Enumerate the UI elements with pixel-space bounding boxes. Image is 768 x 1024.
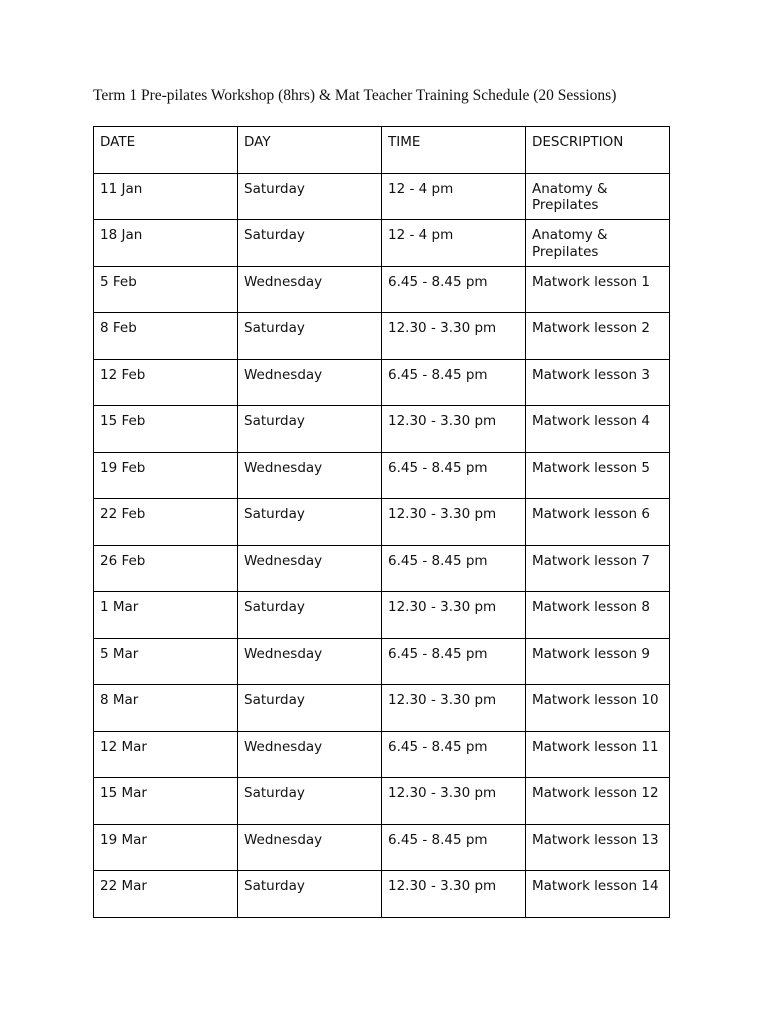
cell-date: 18 Jan	[94, 220, 238, 267]
cell-day: Saturday	[238, 173, 382, 220]
cell-day: Wednesday	[238, 359, 382, 406]
cell-day: Saturday	[238, 778, 382, 825]
cell-date: 12 Mar	[94, 731, 238, 778]
cell-date: 11 Jan	[94, 173, 238, 220]
cell-description: Anatomy & Prepilates	[526, 173, 670, 220]
cell-time: 6.45 - 8.45 pm	[382, 638, 526, 685]
cell-day: Wednesday	[238, 452, 382, 499]
cell-day: Wednesday	[238, 731, 382, 778]
cell-day: Saturday	[238, 220, 382, 267]
cell-day: Wednesday	[238, 545, 382, 592]
cell-date: 26 Feb	[94, 545, 238, 592]
cell-description: Matwork lesson 7	[526, 545, 670, 592]
table-row	[94, 824, 670, 871]
cell-time: 12 - 4 pm	[382, 173, 526, 220]
cell-description: Matwork lesson 8	[526, 592, 670, 639]
cell-day: Saturday	[238, 313, 382, 360]
table-row	[94, 731, 670, 778]
cell-date: 12 Feb	[94, 359, 238, 406]
cell-description: Matwork lesson 14	[526, 871, 670, 918]
cell-time: 6.45 - 8.45 pm	[382, 266, 526, 313]
table-row	[94, 220, 670, 267]
cell-date: 5 Mar	[94, 638, 238, 685]
table-row	[94, 499, 670, 546]
table-row	[94, 871, 670, 918]
cell-day: Saturday	[238, 499, 382, 546]
cell-description: Matwork lesson 11	[526, 731, 670, 778]
table-row	[94, 173, 670, 220]
cell-day: Saturday	[238, 406, 382, 453]
header-description: DESCRIPTION	[526, 127, 670, 174]
cell-time: 12.30 - 3.30 pm	[382, 778, 526, 825]
cell-date: 15 Mar	[94, 778, 238, 825]
cell-description: Matwork lesson 10	[526, 685, 670, 732]
table-row	[94, 638, 670, 685]
cell-date: 15 Feb	[94, 406, 238, 453]
cell-date: 19 Mar	[94, 824, 238, 871]
cell-time: 12.30 - 3.30 pm	[382, 871, 526, 918]
cell-date: 1 Mar	[94, 592, 238, 639]
table-row	[94, 592, 670, 639]
cell-description: Matwork lesson 9	[526, 638, 670, 685]
cell-day: Saturday	[238, 871, 382, 918]
cell-description: Matwork lesson 13	[526, 824, 670, 871]
cell-description: Anatomy & Prepilates	[526, 220, 670, 267]
table-row	[94, 685, 670, 732]
cell-description: Matwork lesson 3	[526, 359, 670, 406]
cell-day: Wednesday	[238, 638, 382, 685]
table-header-row	[94, 127, 670, 174]
header-date: DATE	[94, 127, 238, 174]
schedule-table	[93, 126, 670, 918]
cell-day: Wednesday	[238, 824, 382, 871]
cell-date: 5 Feb	[94, 266, 238, 313]
cell-time: 6.45 - 8.45 pm	[382, 359, 526, 406]
cell-time: 12.30 - 3.30 pm	[382, 313, 526, 360]
cell-description: Matwork lesson 5	[526, 452, 670, 499]
cell-time: 12.30 - 3.30 pm	[382, 592, 526, 639]
cell-day: Saturday	[238, 685, 382, 732]
table-row	[94, 313, 670, 360]
cell-date: 8 Feb	[94, 313, 238, 360]
cell-time: 6.45 - 8.45 pm	[382, 824, 526, 871]
cell-description: Matwork lesson 12	[526, 778, 670, 825]
table-row	[94, 359, 670, 406]
cell-time: 6.45 - 8.45 pm	[382, 452, 526, 499]
cell-time: 6.45 - 8.45 pm	[382, 731, 526, 778]
cell-description: Matwork lesson 2	[526, 313, 670, 360]
cell-description: Matwork lesson 1	[526, 266, 670, 313]
table-row	[94, 452, 670, 499]
table-row	[94, 406, 670, 453]
table-row	[94, 266, 670, 313]
cell-date: 19 Feb	[94, 452, 238, 499]
table-row	[94, 778, 670, 825]
cell-time: 12.30 - 3.30 pm	[382, 406, 526, 453]
cell-description: Matwork lesson 4	[526, 406, 670, 453]
cell-time: 6.45 - 8.45 pm	[382, 545, 526, 592]
header-day: DAY	[238, 127, 382, 174]
cell-time: 12.30 - 3.30 pm	[382, 499, 526, 546]
cell-date: 8 Mar	[94, 685, 238, 732]
document-title: Term 1 Pre-pilates Workshop (8hrs) & Mat Teacher Training Schedule (20 Sessions)	[93, 87, 617, 104]
cell-time: 12 - 4 pm	[382, 220, 526, 267]
header-time: TIME	[382, 127, 526, 174]
cell-day: Saturday	[238, 592, 382, 639]
cell-description: Matwork lesson 6	[526, 499, 670, 546]
table-body	[94, 173, 670, 917]
cell-date: 22 Mar	[94, 871, 238, 918]
cell-date: 22 Feb	[94, 499, 238, 546]
cell-day: Wednesday	[238, 266, 382, 313]
table-row	[94, 545, 670, 592]
cell-time: 12.30 - 3.30 pm	[382, 685, 526, 732]
